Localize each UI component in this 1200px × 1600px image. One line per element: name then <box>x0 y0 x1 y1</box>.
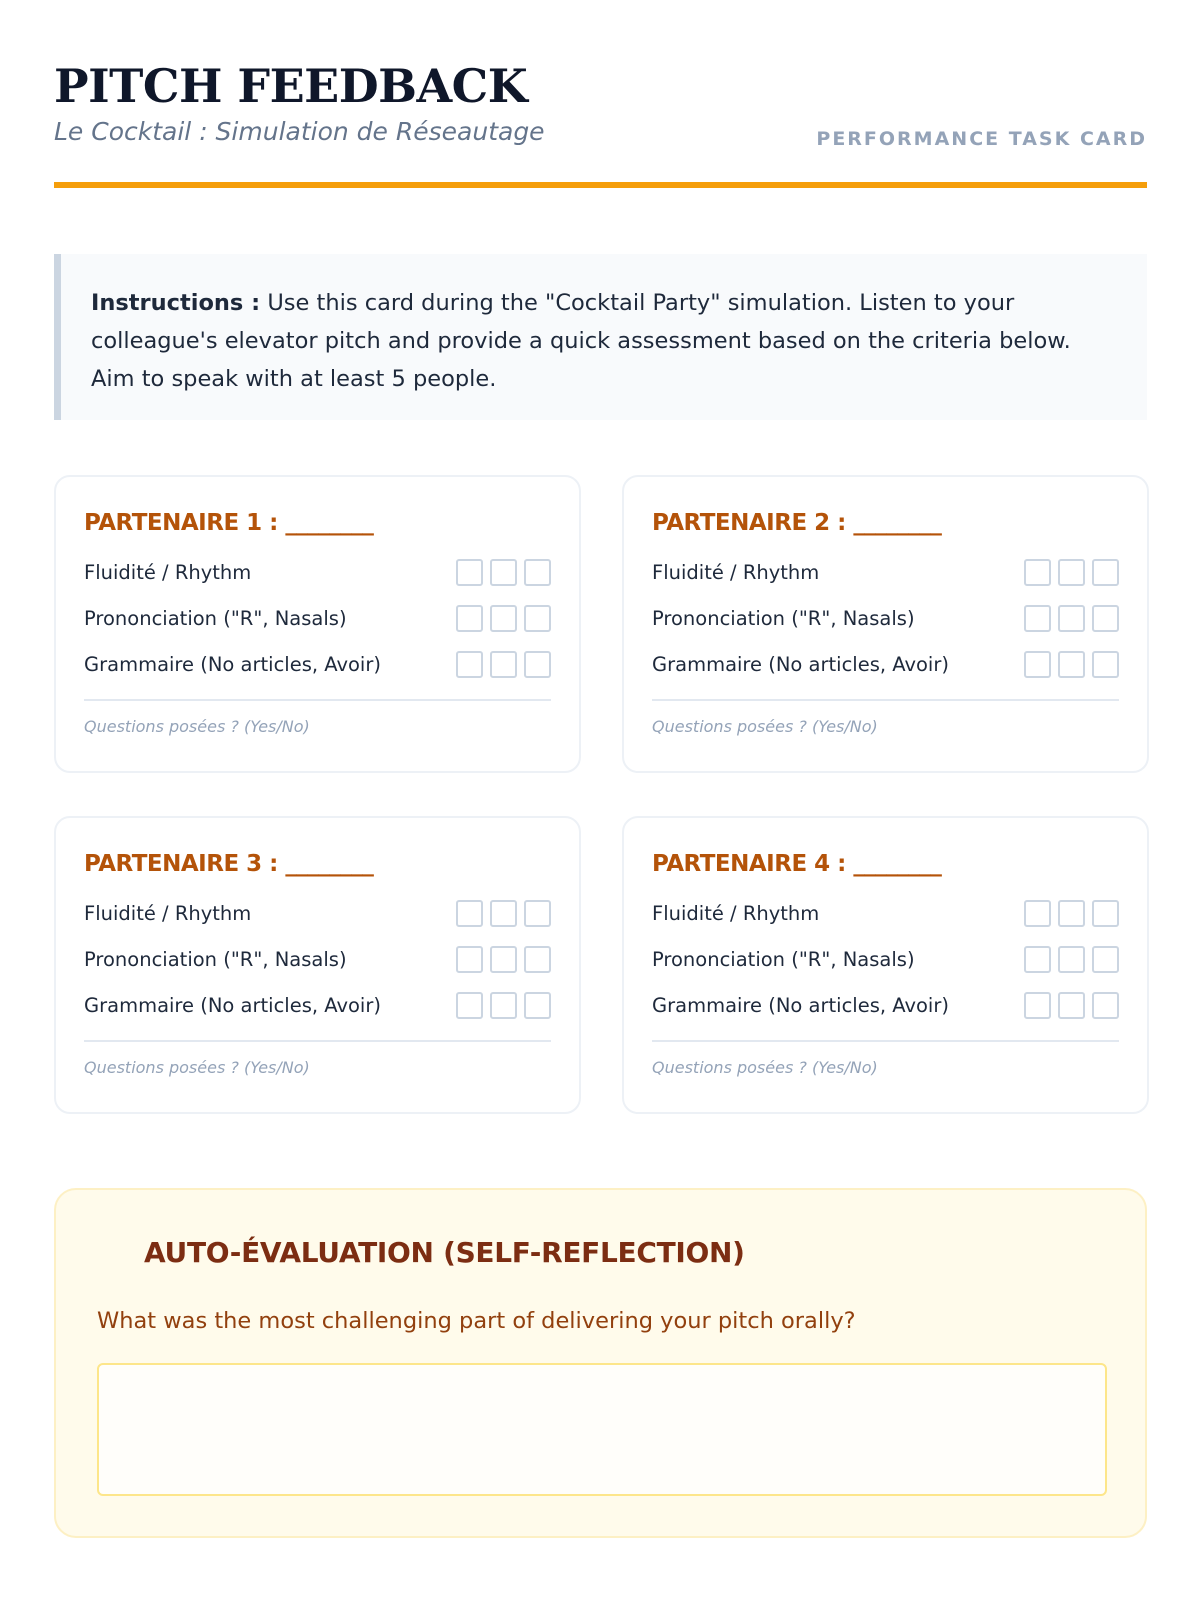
rating-checkbox[interactable] <box>490 900 517 927</box>
criterion-row <box>652 982 1119 1028</box>
rating-boxes <box>1024 605 1119 632</box>
questions-asked-field[interactable]: Questions posées ? (Yes/No) <box>84 1058 310 1077</box>
rating-checkbox[interactable] <box>524 900 551 927</box>
rating-checkbox[interactable] <box>1058 559 1085 586</box>
rating-boxes <box>1024 559 1119 586</box>
rating-checkbox[interactable] <box>490 605 517 632</box>
card-divider <box>84 1040 551 1042</box>
rating-checkbox[interactable] <box>524 559 551 586</box>
questions-asked-field[interactable]: Questions posées ? (Yes/No) <box>652 717 878 736</box>
self-reflection-answer-field[interactable] <box>97 1363 1107 1496</box>
self-reflection-title: AUTO-ÉVALUATION (SELF-REFLECTION) <box>144 1236 745 1269</box>
criterion-label: Grammaire (No articles, Avoir) <box>652 652 949 676</box>
card-divider <box>652 1040 1119 1042</box>
rating-checkbox[interactable] <box>1092 559 1119 586</box>
rating-checkbox[interactable] <box>1024 992 1051 1019</box>
rating-boxes <box>1024 946 1119 973</box>
rating-boxes <box>456 900 551 927</box>
rating-boxes <box>456 992 551 1019</box>
self-reflection-panel <box>54 1188 1147 1538</box>
partner-card-1 <box>54 475 581 773</box>
rating-checkbox[interactable] <box>1092 605 1119 632</box>
rating-checkbox[interactable] <box>524 651 551 678</box>
rating-checkbox[interactable] <box>1058 605 1085 632</box>
criterion-row <box>652 890 1119 936</box>
rating-checkbox[interactable] <box>1058 900 1085 927</box>
rating-checkbox[interactable] <box>1092 946 1119 973</box>
criterion-row <box>84 641 551 687</box>
criterion-label: Grammaire (No articles, Avoir) <box>652 993 949 1017</box>
rating-boxes <box>456 605 551 632</box>
rating-checkbox[interactable] <box>1092 900 1119 927</box>
instructions-label: Instructions : <box>91 290 261 316</box>
criterion-row <box>84 549 551 595</box>
rating-checkbox[interactable] <box>524 992 551 1019</box>
rating-checkbox[interactable] <box>1058 992 1085 1019</box>
rating-checkbox[interactable] <box>456 900 483 927</box>
criterion-label: Prononciation ("R", Nasals) <box>84 947 347 971</box>
rating-checkbox[interactable] <box>456 559 483 586</box>
rating-checkbox[interactable] <box>524 946 551 973</box>
rating-checkbox[interactable] <box>1092 651 1119 678</box>
rating-checkbox[interactable] <box>490 992 517 1019</box>
criterion-row <box>84 595 551 641</box>
criterion-label: Grammaire (No articles, Avoir) <box>84 993 381 1017</box>
self-reflection-prompt: What was the most challenging part of delivering your pitch orally? <box>97 1308 856 1334</box>
criterion-label: Fluidité / Rhythm <box>652 901 820 925</box>
criterion-label: Grammaire (No articles, Avoir) <box>84 652 381 676</box>
page-subtitle: Le Cocktail : Simulation de Réseautage <box>54 117 545 146</box>
rating-checkbox[interactable] <box>1058 946 1085 973</box>
rating-boxes <box>1024 651 1119 678</box>
rating-boxes <box>1024 992 1119 1019</box>
rating-checkbox[interactable] <box>1024 651 1051 678</box>
rating-checkbox[interactable] <box>1024 946 1051 973</box>
rating-boxes <box>1024 900 1119 927</box>
criterion-label: Prononciation ("R", Nasals) <box>652 947 915 971</box>
rating-checkbox[interactable] <box>456 605 483 632</box>
questions-asked-field[interactable]: Questions posées ? (Yes/No) <box>652 1058 878 1077</box>
criterion-row <box>652 595 1119 641</box>
rating-checkbox[interactable] <box>456 946 483 973</box>
header <box>54 58 1147 188</box>
rating-checkbox[interactable] <box>524 605 551 632</box>
instructions-text: Use this card during the "Cocktail Party" simulation. Listen to your colleague's elevator pitch and provide a quick assessment based on the criteria below. Aim to speak with at least 5 people. <box>91 290 1071 392</box>
criterion-row <box>652 549 1119 595</box>
criterion-label: Prononciation ("R", Nasals) <box>652 606 915 630</box>
criterion-label: Prononciation ("R", Nasals) <box>84 606 347 630</box>
partner-card-2 <box>622 475 1149 773</box>
criterion-row <box>652 641 1119 687</box>
criterion-label: Fluidité / Rhythm <box>84 901 252 925</box>
task-card-tag: PERFORMANCE TASK CARD <box>816 128 1147 150</box>
criterion-label: Fluidité / Rhythm <box>652 560 820 584</box>
rating-boxes <box>456 946 551 973</box>
page-title: PITCH FEEDBACK <box>54 59 528 113</box>
rating-checkbox[interactable] <box>456 992 483 1019</box>
rating-checkbox[interactable] <box>1024 900 1051 927</box>
partner-card-3 <box>54 816 581 1114</box>
partner-name: PARTENAIRE 2 : ________ <box>652 510 942 536</box>
card-divider <box>84 699 551 701</box>
criterion-row <box>84 890 551 936</box>
criterion-label: Fluidité / Rhythm <box>84 560 252 584</box>
rating-boxes <box>456 559 551 586</box>
rating-checkbox[interactable] <box>490 559 517 586</box>
criterion-row <box>652 936 1119 982</box>
rating-checkbox[interactable] <box>1024 559 1051 586</box>
criterion-row <box>84 982 551 1028</box>
questions-asked-field[interactable]: Questions posées ? (Yes/No) <box>84 717 310 736</box>
partner-name: PARTENAIRE 4 : ________ <box>652 851 942 877</box>
rating-checkbox[interactable] <box>1092 992 1119 1019</box>
criterion-row <box>84 936 551 982</box>
partner-name: PARTENAIRE 1 : ________ <box>84 510 374 536</box>
header-divider <box>54 182 1147 188</box>
rating-checkbox[interactable] <box>490 946 517 973</box>
rating-boxes <box>456 651 551 678</box>
rating-checkbox[interactable] <box>1058 651 1085 678</box>
partner-card-4 <box>622 816 1149 1114</box>
card-divider <box>652 699 1119 701</box>
partner-name: PARTENAIRE 3 : ________ <box>84 851 374 877</box>
rating-checkbox[interactable] <box>490 651 517 678</box>
rating-checkbox[interactable] <box>456 651 483 678</box>
rating-checkbox[interactable] <box>1024 605 1051 632</box>
instructions-panel <box>54 254 1147 420</box>
